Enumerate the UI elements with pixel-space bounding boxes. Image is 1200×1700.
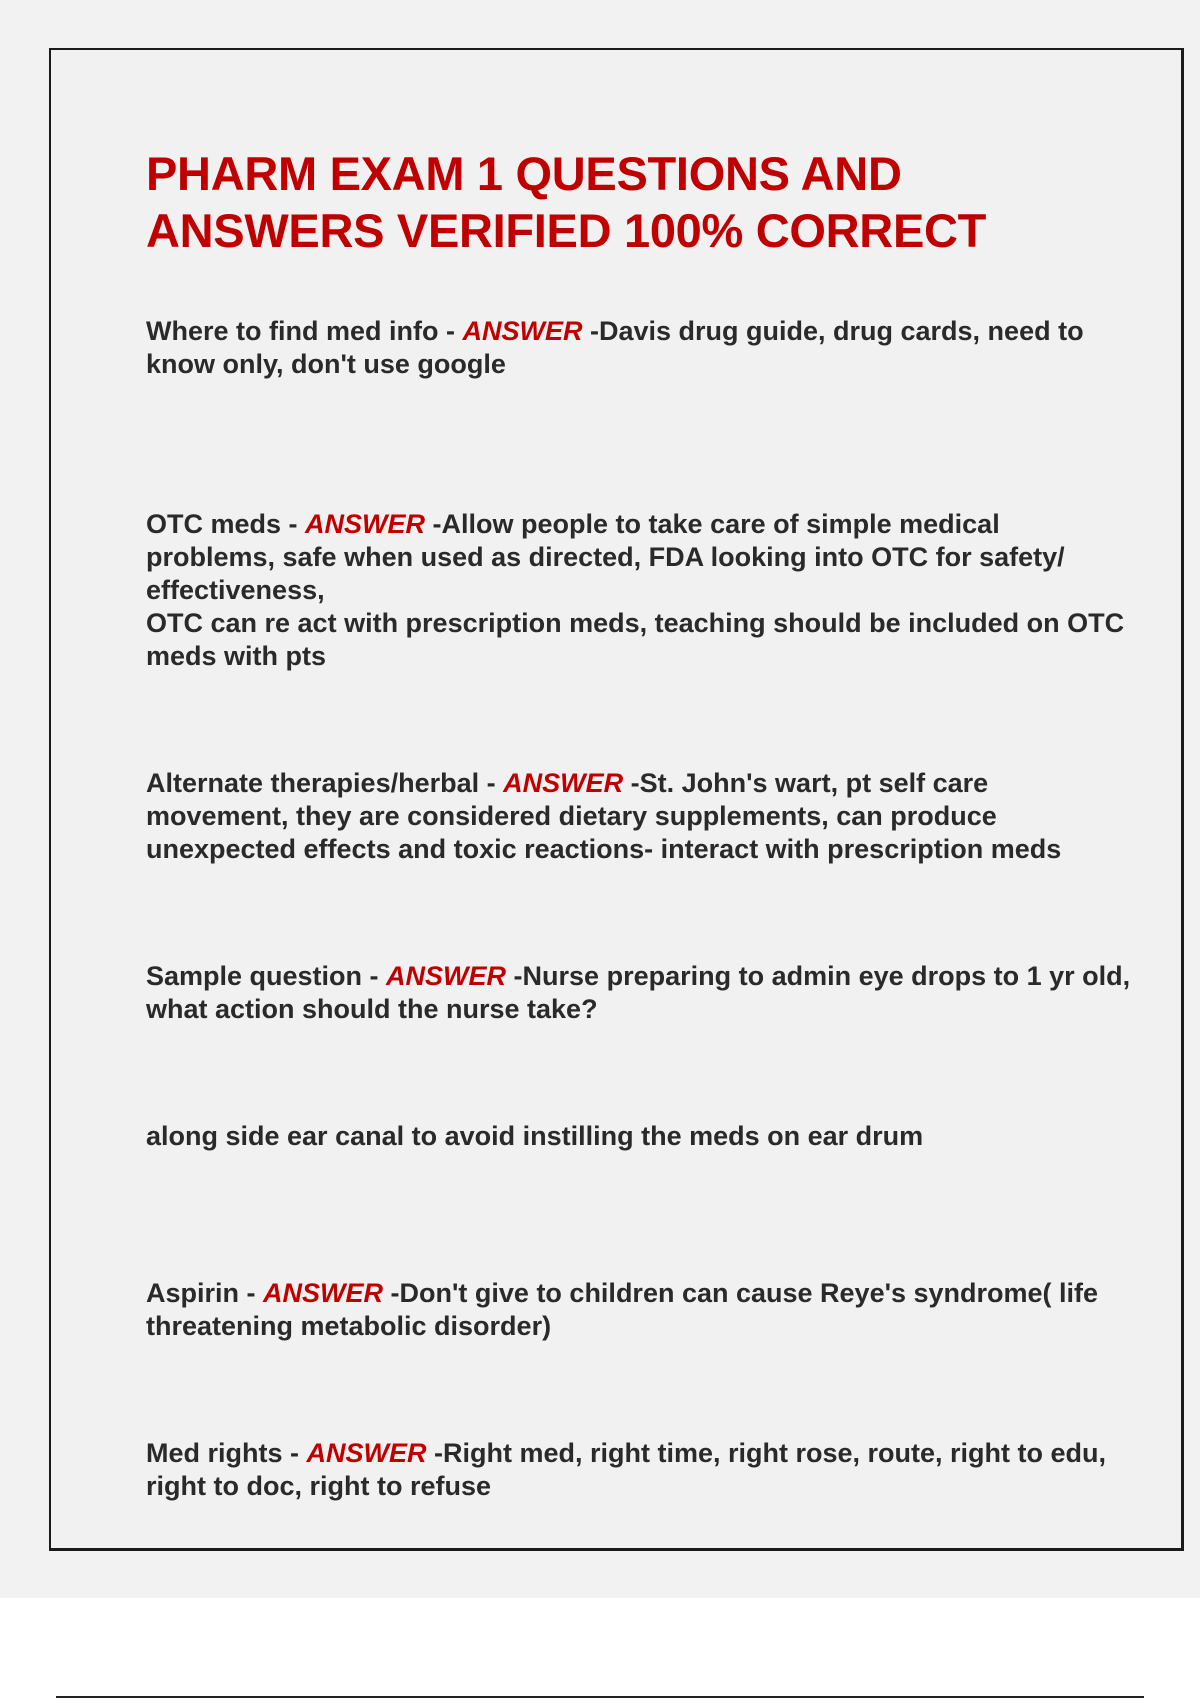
document-title: PHARM EXAM 1 QUESTIONS AND ANSWERS VERIFIED 100% CORRECT xyxy=(146,147,987,257)
question-text: Sample question xyxy=(146,961,363,991)
qa-item xyxy=(146,1437,1136,1503)
question-separator: - xyxy=(281,509,306,539)
question-separator: - xyxy=(438,316,463,346)
page-frame xyxy=(49,48,1184,1551)
qa-item xyxy=(146,1277,1136,1343)
answer-tag: ANSWER xyxy=(462,316,583,346)
question-text: Aspirin xyxy=(146,1278,240,1308)
answer-tag: ANSWER xyxy=(306,1438,427,1468)
answer-prefix: - xyxy=(426,1438,444,1468)
question-separator: - xyxy=(479,768,504,798)
question-text: OTC meds xyxy=(146,509,282,539)
answer-tag: ANSWER xyxy=(263,1278,384,1308)
document-content xyxy=(146,145,1136,1663)
answer-tag: ANSWER xyxy=(386,961,507,991)
question-text: Where to find med info xyxy=(146,316,439,346)
answer-prefix: - xyxy=(425,509,442,539)
answer-prefix: - xyxy=(383,1278,400,1308)
answer-text: Davis drug guide, drug cards, need to know only, don't use google xyxy=(146,316,1084,379)
question-text: Alternate therapies/herbal xyxy=(146,768,480,798)
answer-tag: ANSWER xyxy=(305,509,426,539)
answer-prefix: - xyxy=(506,961,523,991)
question-separator: - xyxy=(362,961,387,991)
question-separator: - xyxy=(282,1438,307,1468)
answer-tag: ANSWER xyxy=(503,768,624,798)
answer-text: St. John's wart, pt self care movement, they are considered dietary supplements, can produce unexpected effects and toxic reactions- interact with prescription meds xyxy=(146,768,1062,864)
answer-text: Right med, right time, right rose, route, right to edu, right to doc, right to refuse xyxy=(146,1438,1107,1501)
answer-prefix: - xyxy=(582,316,599,346)
answer-continuation-line: along side ear canal to avoid instilling the meds on ear drum xyxy=(146,1121,924,1151)
question-separator: - xyxy=(239,1278,264,1308)
question-text: Med rights xyxy=(146,1438,283,1468)
qa-item xyxy=(146,767,1136,866)
qa-item xyxy=(146,475,1136,673)
bottom-divider xyxy=(56,1696,1144,1698)
page-bottom-margin xyxy=(0,1598,1200,1700)
answer-text: Allow people to take care of simple medical problems, safe when used as directed, FDA looking into OTC for safety/ effectiveness, OTC can re act with prescription meds, teaching should be included on OTC meds with pts xyxy=(146,509,1125,671)
answer-text: Don't give to children can cause Reye's syndrome( life threatening metabolic disorder) xyxy=(146,1278,1099,1341)
qa-item xyxy=(146,315,1136,381)
answer-text: Nurse preparing to admin eye drops to 1 yr old, what action should the nurse take? xyxy=(146,961,1131,1024)
answer-prefix: - xyxy=(623,768,640,798)
qa-item xyxy=(146,960,1136,1026)
